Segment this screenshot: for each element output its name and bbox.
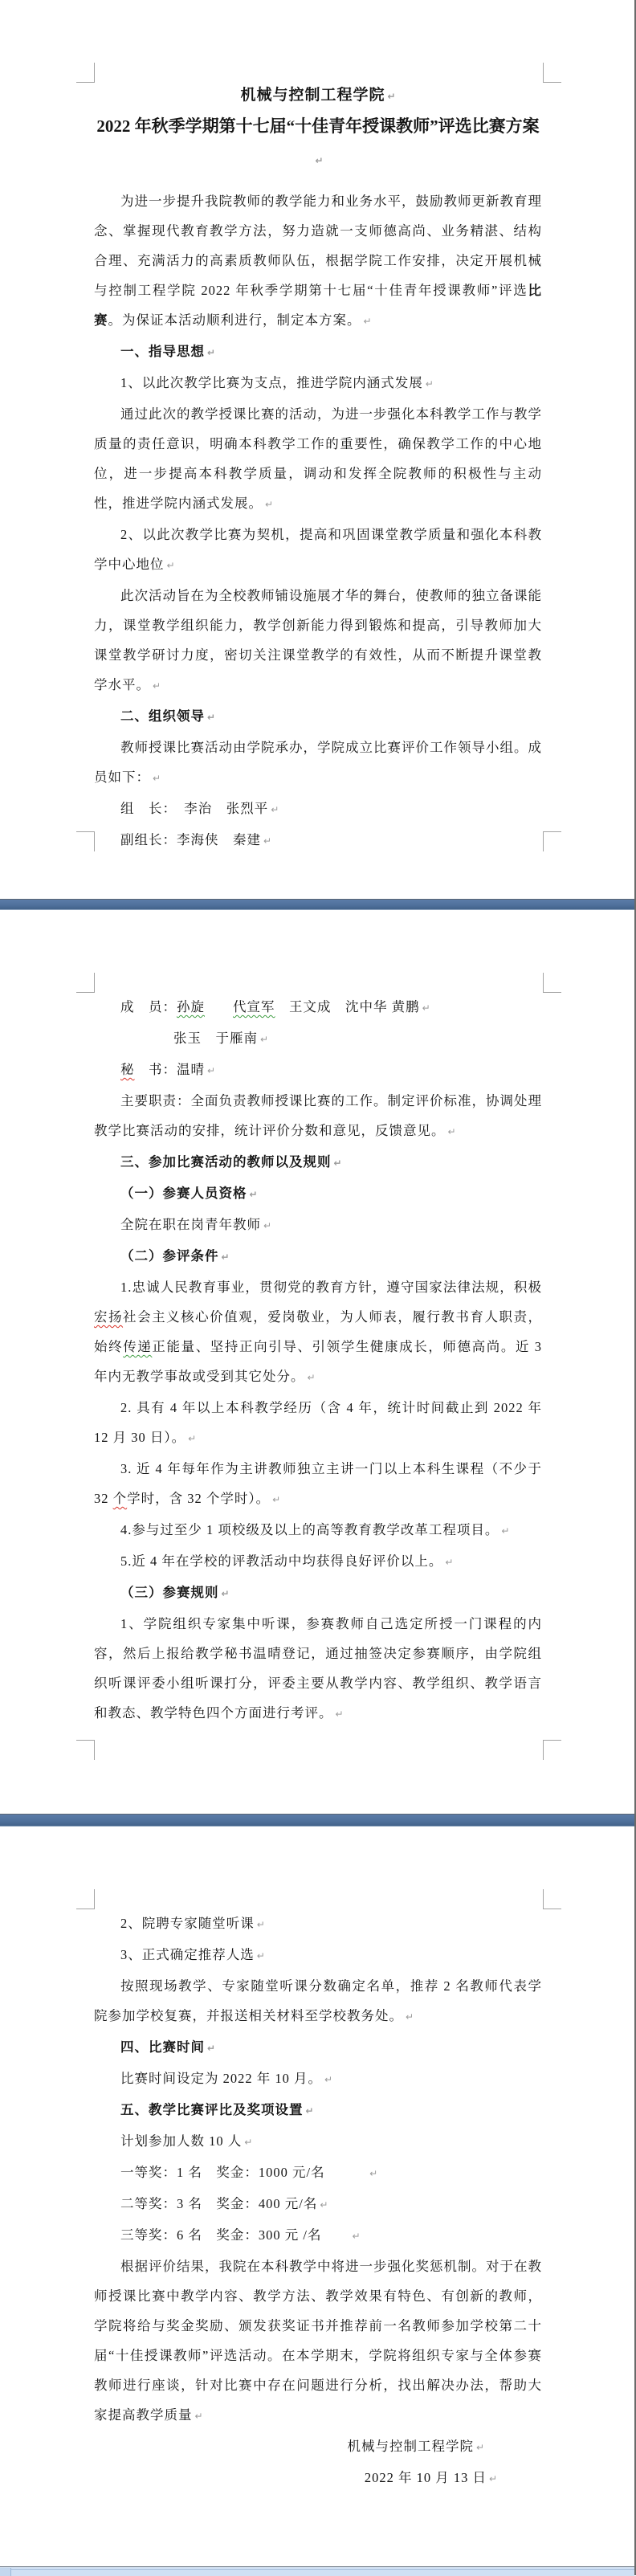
paragraph [94,825,542,856]
text-run: 机械与控制工程学院 [240,87,385,104]
crop-mark-bottom-right [543,1740,561,1760]
text-run: 5.近 4 年在学校的评教活动中均获得良好评价以上。 [120,1553,443,1569]
section-heading [94,337,542,368]
paragraph-mark-icon: ↵ [369,2168,378,2179]
crop-mark-top-right [543,63,561,83]
text-run: 四、比赛时间 [120,2039,205,2055]
paragraph-mark-icon: ↵ [207,347,216,358]
text-run: （三）参赛规则 [120,1585,219,1600]
crop-mark-bottom-right [543,831,561,851]
page-break-separator [0,1814,636,1827]
paragraph [94,1515,542,1546]
signature-org [94,2431,542,2463]
paragraph [94,1055,542,1086]
text-run: 计划参加人数 10 人 [120,2133,243,2149]
paragraph [94,520,542,581]
paragraph-mark-icon: ↵ [207,2043,216,2054]
text-run: 二、组织领导 [120,708,205,724]
text-run: 正能量、坚持正向引导、引领学生健康成长，师德高尚。近 3 年内无教学事故或受到其它处分。 [94,1339,543,1384]
paragraph-mark-icon: ↵ [475,2442,484,2453]
text-area [94,82,542,856]
paragraph-mark-icon: ↵ [335,1708,344,1720]
paragraph-mark-icon: ↵ [153,680,161,692]
member-continuation-line [94,1023,542,1055]
paragraph-mark-icon: ↵ [207,712,216,723]
text-run: 张玉 于雁南 [173,1031,258,1046]
text-run: 全院在职在岗青年教师 [120,1217,261,1232]
text-run: 三等奖：6 名 奖金：300 元 /名 [120,2227,350,2243]
paragraph-mark-icon: ↵ [488,2473,497,2484]
text-run: 1、以此次教学比赛为支点，推进学院内涵式发展 [120,375,423,390]
text-run: 按照现场教学、专家随堂听课分数确定名单，推荐 2 名教师代表学院参加学校复赛，并报送相关材料至学校教务处。 [94,1978,542,2023]
paragraph-mark-icon: ↵ [265,499,274,510]
paragraph-mark-icon: ↵ [263,835,272,847]
paragraph [94,794,542,825]
text-run: 一等奖：1 名 奖金：1000 元/名 [120,2165,368,2180]
crop-mark-top-left [76,1889,95,1909]
text-area [94,992,542,1729]
paragraph-mark-icon: ↵ [333,1157,342,1169]
crop-mark-bottom-left [76,1740,95,1760]
paragraph [94,733,542,794]
paragraph [94,992,542,1023]
paragraph-mark-icon: ↵ [249,1189,258,1200]
text-run: 2. 具有 4 年以上本科教学经历（含 4 年，统计时间截止到 2022 年 12 月 30 日）。 [94,1400,542,1445]
text-run [205,999,233,1014]
paragraph-mark-icon: ↵ [447,1126,456,1137]
page-break-separator [0,899,636,910]
paragraph-mark-icon: ↵ [387,91,396,102]
text-run: 机械与控制工程学院 [347,2439,474,2454]
paragraph-mark-icon: ↵ [256,1950,265,1962]
signature-date [94,2463,542,2494]
paragraph-mark-icon: ↵ [315,155,324,166]
paragraph [94,368,542,399]
paragraph-mark-icon: ↵ [166,560,175,571]
text-run: 组 长： 李治 张烈平 [120,801,269,816]
paragraph-mark-icon: ↵ [256,1919,265,1930]
text-run: 一、指导思想 [120,344,205,359]
text-run: 孙旋 [177,999,205,1014]
paragraph [94,1393,542,1454]
text-run: 二等奖：3 名 奖金：400 元/名 [120,2196,318,2211]
paragraph-mark-icon: ↵ [425,378,434,390]
paragraph-mark-icon: ↵ [244,2137,253,2148]
paragraph [94,2189,542,2220]
paragraph-mark-icon: ↵ [406,2011,414,2023]
text-run: 教师授课比赛活动由学院承办，学院成立比赛评价工作领导小组。成员如下： [94,740,542,785]
section-heading [94,701,542,733]
horizontal-scrollbar[interactable] [0,2566,636,2575]
text-run: 。为保证本活动顺利进行，制定本方案。 [108,312,361,328]
paragraph [94,581,542,701]
text-run: 2022 年 10 月 13 日 [364,2470,487,2485]
paragraph [94,1940,542,1971]
crop-mark-top-right [543,1889,561,1909]
paragraph-mark-icon: ↵ [271,804,279,815]
text-run: 王文成 沈中华 黄鹏 [275,999,420,1014]
text-run: 2、以此次教学比赛为契机，提高和巩固课堂教学质量和强化本科教学中心地位 [94,527,542,572]
paragraph-mark-icon: ↵ [352,2231,361,2242]
text-run: 比赛时间设定为 2022 年 10 月。 [120,2071,322,2086]
paragraph-mark-icon: ↵ [501,1525,510,1537]
paragraph [94,1086,542,1147]
section-heading [94,1147,542,1178]
text-run: 秘 [120,1062,135,1077]
paragraph [94,2126,542,2158]
paragraph-mark-icon: ↵ [422,1002,430,1014]
section-heading [94,2032,542,2064]
text-run: 根据评价结果，我院在本科教学中将进一步强化奖惩机制。对于在教师授课比赛中教学内容、教学方法、教学效果有特色、有创新的教师，学院将给与奖金奖励、颁发获奖证书并推荐前一名教师参加学校第二十届“十佳授课教师”评选活动。在本学期末，学院将组织专家与全体参赛教师进行座谈，针对比赛中存在问题进行分析，找出解决办法，帮助大家提高教学质量 [94,2259,542,2423]
paragraph-mark-icon: ↵ [305,2105,314,2117]
paragraph [94,1909,542,1940]
paragraph [94,2220,542,2251]
paragraph-mark-icon: ↵ [263,1220,272,1231]
paragraph-mark-icon: ↵ [445,1557,454,1568]
paragraph-mark-icon: ↵ [207,1065,216,1076]
paragraph [94,1272,542,1393]
text-run: 个 [112,1491,128,1506]
paragraph-mark-icon: ↵ [260,1034,269,1045]
text-run: 社会主义核心价值观，爱岗敬业，为人师表，履行教书育人职责，始终 [94,1309,543,1354]
crop-mark-top-right [543,973,561,993]
text-run: 成 员： [120,999,177,1014]
crop-mark-bottom-left [76,831,95,851]
paragraph-mark-icon: ↵ [320,2199,328,2211]
text-run: 为进一步提升我院教师的教学能力和业务水平，鼓励教师更新教育理念、掌握现代教育教学方法，努力造就一支师德高尚、业务精湛、结构合理、充满活力的高素质教师队伍，根据学院工作安排，决定开展机械与控制工程学院 2022 年秋季学期第十七届“十佳青年授课教师”评选 [94,194,542,298]
text-run: 学时，含 32 个学时）。 [127,1491,271,1506]
text-run: 副组长：李海侠 秦建 [120,832,261,847]
paragraph [94,1609,542,1729]
section-heading [94,1578,542,1609]
text-run: 3、正式确定推荐人选 [120,1947,255,1962]
paragraph [94,1454,542,1515]
text-area [94,1909,542,2494]
paragraph-mark-icon: ↵ [307,1372,316,1383]
paragraph-mark-icon: ↵ [363,316,372,327]
text-run: 2022 年秋季学期第十七届“十佳青年授课教师”评选比赛方案 [96,116,540,136]
text-run: 传递 [123,1339,153,1354]
text-run: 主要职责：全面负责教师授课比赛的工作。制定评价标准，协调处理教学比赛活动的安排，统计评价分数和意见，反馈意见。 [94,1093,542,1138]
page-3 [0,1827,636,2566]
paragraph-mark-icon: ↵ [188,1433,197,1444]
text-run: 五、教学比赛评比及奖项设置 [120,2102,304,2117]
text-run: 4.参与过至少 1 项校级及以上的高等教育教学改革工程项目。 [120,1522,499,1537]
paragraph-mark-icon: ↵ [194,2411,203,2422]
text-run: （二）参评条件 [120,1248,219,1264]
paragraph [94,1971,542,2032]
section-heading [94,1178,542,1210]
paragraph-mark-icon: ↵ [221,1251,230,1263]
page-2 [0,910,636,1814]
paragraph [94,186,542,337]
paragraph [94,2158,542,2189]
paragraph [94,399,542,520]
crop-mark-top-left [76,63,95,83]
page-1 [0,0,636,899]
paragraph-mark-icon: ↵ [324,2074,333,2085]
text-run: 2、院聘专家随堂听课 [120,1916,255,1931]
text-run: 比赛 [94,283,542,328]
document-subtitle [94,110,542,177]
document-title [94,82,542,110]
text-run: 此次活动旨在为全校教师铺设施展才华的舞台，使教师的独立备课能力，课堂教学组织能力，教学创新能力得到锻炼和提高，引导教师加大课堂教学研讨力度，密切关注课堂教学的有效性，从而不断提升课堂教学水平。 [94,588,542,692]
text-run: 通过此次的教学授课比赛的活动，为进一步强化本科教学工作与教学质量的责任意识，明确本科教学工作的重要性，确保教学工作的中心地位，进一步提高本科教学质量，调动和发挥全院教师的积极性与主动性，推进学院内涵式发展。 [94,406,542,511]
text-run: 1.忠诚人民教育事业，贯彻党的教育方针，遵守国家法律法规，积极 [120,1280,542,1295]
paragraph [94,1546,542,1578]
section-heading [94,1241,542,1272]
paragraph-mark-icon: ↵ [153,773,161,784]
paragraph [94,2251,542,2431]
text-run: 1、学院组织专家集中听课，参赛教师自己选定所授一门课程的内容，然后上报给教学秘书温晴登记，通过抽签决定参赛顺序，由学院组织听课评委小组听课打分，评委主要从教学内容、教学组织、教学语言和教态、教学特色四个方面进行考评。 [94,1616,542,1721]
text-run: 书：温晴 [134,1062,205,1077]
text-run: （一）参赛人员资格 [120,1186,247,1201]
section-heading [94,2095,542,2126]
text-run: 代宣军 [233,999,275,1014]
paragraph-mark-icon: ↵ [221,1588,230,1599]
paragraph-mark-icon: ↵ [272,1494,281,1505]
text-run: 三、参加比赛活动的教师以及规则 [120,1154,332,1170]
paragraph [94,1210,542,1241]
crop-mark-top-left [76,973,95,993]
paragraph [94,2064,542,2095]
text-run: 3. 近 4 年每年作为主讲教师独立主讲一门以上本科生课程（不少于 32 [94,1461,542,1506]
text-run: 宏扬 [94,1309,124,1325]
